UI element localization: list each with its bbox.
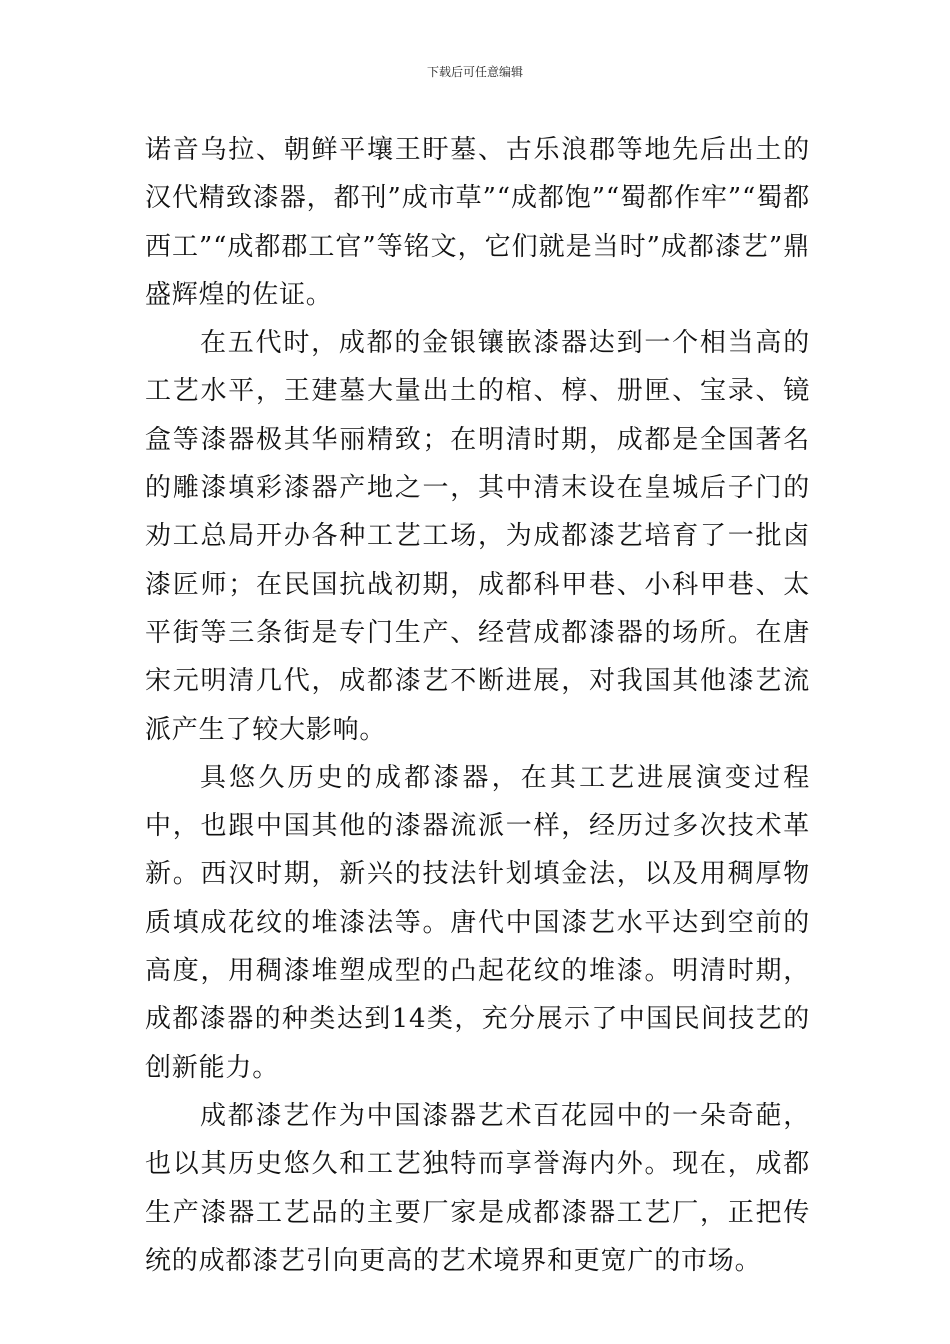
page-header-note: 下载后可任意编辑	[426, 65, 523, 79]
paragraph-continuation: 诺音乌拉、朝鲜平壤王盱墓、古乐浪郡等地先后出土的汉代精致漆器，都刊”成市草”“成都饱”“蜀都作牢”“蜀都西工”“成都郡工官”等铭文，它们就是当时”成都漆艺”鼎盛辉煌的佐证。	[145, 135, 810, 310]
document-body	[145, 126, 810, 1285]
paragraph-five-dynasties: 在五代时，成都的金银镶嵌漆器达到一个相当高的工艺水平，王建墓大量出土的棺、椁、册匣、宝录、镜盒等漆器极其华丽精致；在明清时期，成都是全国著名的雕漆填彩漆器产地之一，其中清末设在皇城后子门的劝工总局开办各种工艺工场，为成都漆艺培育了一批卤漆匠师；在民国抗战初期，成都科甲巷、小科甲巷、太平街等三条街是专门生产、经营成都漆器的场所。在唐宋元明清几代，成都漆艺不断进展，对我国其他漆艺流派产生了较大影响。	[145, 328, 810, 745]
paragraph-technique-history: 具悠久历史的成都漆器，在其工艺进展演变过程中，也跟中国其他的漆器流派一样，经历过多次技术革新。西汉时期，新兴的技法针划填金法，以及用稠厚物质填成花纹的堆漆法等。唐代中国漆艺水平达到空前的高度，用稠漆堆塑成型的凸起花纹的堆漆。明清时期，成都漆器的种类达到14类，充分展示了中国民间技艺的创新能力。	[145, 762, 810, 1083]
paragraph-present-day: 成都漆艺作为中国漆器艺术百花园中的一朵奇葩，也以其历史悠久和工艺独特而享誉海内外。现在，成都生产漆器工艺品的主要厂家是成都漆器工艺厂，正把传统的成都漆艺引向更高的艺术境界和更宽广的市场。	[145, 1100, 810, 1276]
